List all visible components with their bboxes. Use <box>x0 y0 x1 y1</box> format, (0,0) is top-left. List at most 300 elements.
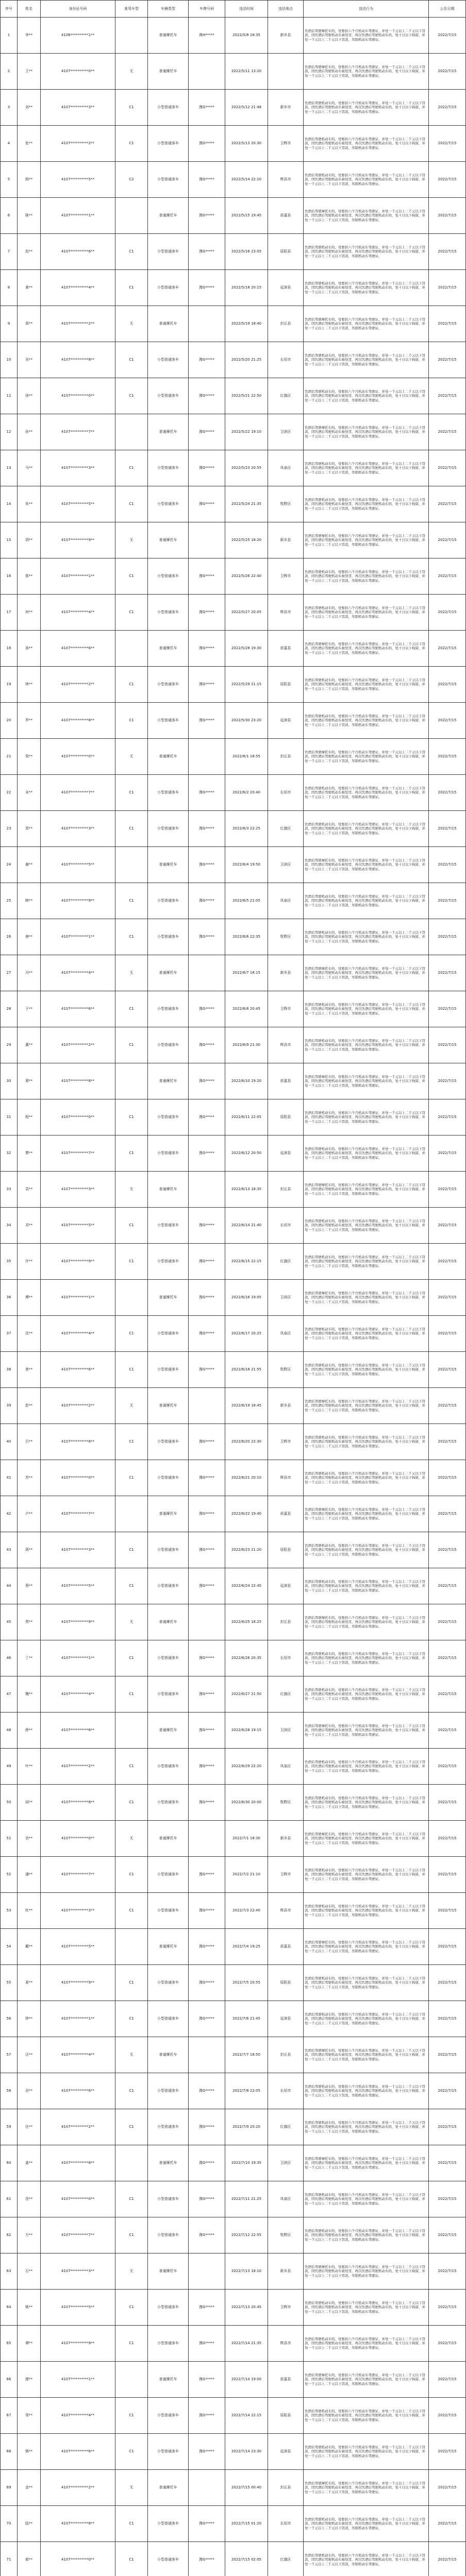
cell-violation: 饮酒后驾驶摩托车的，处暂扣六个月机动车驾驶证，并处一千元以上二千元以下罚款，因饮酒后驾驶机动车被处罚，再次饮酒后驾驶机动车的，处十日以下拘留，并处一千元以上二千元以下罚款，吊销机动车驾驶证。 <box>304 522 429 558</box>
cell-time: 2022/5/21 22:50 <box>225 378 268 414</box>
cell-no: 70 <box>1 2506 18 2542</box>
cell-time: 2022/6/11 22:05 <box>225 1099 268 1136</box>
cell-date: 2022/7/15 <box>429 18 466 54</box>
cell-no: 8 <box>1 270 18 306</box>
cell-plate: 豫G***** <box>189 2109 225 2145</box>
cell-plate: 豫G***** <box>189 90 225 126</box>
cell-date: 2022/7/15 <box>429 126 466 162</box>
cell-plate: 豫G***** <box>189 1785 225 1821</box>
cell-plate: 豫G***** <box>189 1532 225 1568</box>
table-row <box>1 1208 466 1244</box>
cell-plate: 豫G***** <box>189 2073 225 2109</box>
cell-license-class: 无 <box>115 2253 148 2290</box>
table-row <box>1 2217 466 2253</box>
cell-violation: 饮酒后驾驶机动车的，处暂扣六个月机动车驾驶证，并处一千元以上二千元以下罚款，因饮酒后驾驶机动车被处罚，再次饮酒后驾驶机动车的，处十日以下拘留，并处一千元以上二千元以下罚款，吊销机动车驾驶证。 <box>304 2506 429 2542</box>
cell-name: 姚** <box>18 2290 41 2326</box>
cell-vehicle-type: 普通摩托车 <box>148 2253 189 2290</box>
cell-date: 2022/7/15 <box>429 1316 466 1352</box>
cell-time: 2022/7/15 02:05 <box>225 2542 268 2576</box>
cell-name: 阎** <box>18 1785 41 1821</box>
cell-vehicle-type: 小型普通客车 <box>148 595 189 631</box>
cell-license-class: C1 <box>115 558 148 595</box>
cell-id: 4107**********6** <box>41 631 115 667</box>
cell-name: 薛** <box>18 1713 41 1749</box>
cell-id: 4107**********2** <box>41 1027 115 1063</box>
cell-vehicle-type: 小型普通客车 <box>148 162 189 198</box>
cell-license-class: 无 <box>115 955 148 991</box>
cell-plate <box>189 1604 225 1640</box>
table-row <box>1 342 466 378</box>
cell-license-class: C1 <box>115 2073 148 2109</box>
cell-location: 长垣市 <box>268 342 304 378</box>
cell-plate <box>189 2470 225 2506</box>
cell-vehicle-type: 小型普通客车 <box>148 1893 189 1929</box>
cell-id: 4107**********5** <box>41 1929 115 1965</box>
cell-time: 2022/7/3 22:40 <box>225 1893 268 1929</box>
cell-id: 4107**********0** <box>41 54 115 90</box>
cell-date: 2022/7/15 <box>429 2217 466 2253</box>
cell-time: 2022/7/9 20:20 <box>225 2109 268 2145</box>
cell-id: 4107**********9** <box>41 1604 115 1640</box>
cell-vehicle-type: 小型普通客车 <box>148 2073 189 2109</box>
table-row <box>1 1749 466 1785</box>
cell-license-class <box>115 198 148 234</box>
cell-violation: 饮酒后驾驶机动车的，处暂扣六个月机动车驾驶证，并处一千元以上二千元以下罚款，因饮酒后驾驶机动车被处罚，再次饮酒后驾驶机动车的，处十日以下拘留，并处一千元以上二千元以下罚款，吊销机动车驾驶证。 <box>304 2181 429 2217</box>
cell-date: 2022/7/15 <box>429 522 466 558</box>
cell-time: 2022/6/20 22:30 <box>225 1424 268 1460</box>
cell-violation: 饮酒后驾驶机动车的，处暂扣六个月机动车驾驶证，并处一千元以上二千元以下罚款，因饮酒后驾驶机动车被处罚，再次饮酒后驾驶机动车的，处十日以下拘留，并处一千元以上二千元以下罚款，吊销机动车驾驶证。 <box>304 1208 429 1244</box>
cell-location: 凤泉区 <box>268 2181 304 2217</box>
cell-vehicle-type: 普通摩托车 <box>148 1280 189 1316</box>
cell-date: 2022/7/15 <box>429 1099 466 1136</box>
cell-no: 27 <box>1 955 18 991</box>
cell-violation: 饮酒后驾驶摩托车的，处暂扣六个月机动车驾驶证，并处一千元以上二千元以下罚款，因饮酒后驾驶机动车被处罚，再次饮酒后驾驶机动车的，处十日以下拘留，并处一千元以上二千元以下罚款，吊销机动车驾驶证。 <box>304 1280 429 1316</box>
cell-license-class: C1 <box>115 1893 148 1929</box>
cell-no: 68 <box>1 2434 18 2470</box>
table-row <box>1 1063 466 1099</box>
cell-license-class: C1 <box>115 1099 148 1136</box>
cell-no: 23 <box>1 811 18 847</box>
cell-license-class: C1 <box>115 126 148 162</box>
cell-violation: 饮酒后驾驶机动车的，处暂扣六个月机动车驾驶证，并处一千元以上二千元以下罚款，因饮酒后驾驶机动车被处罚，再次饮酒后驾驶机动车的，处十日以下拘留，并处一千元以上二千元以下罚款，吊销机动车驾驶证。 <box>304 2109 429 2145</box>
cell-license-class: C1 <box>115 234 148 270</box>
cell-vehicle-type: 普通摩托车 <box>148 631 189 667</box>
cell-name: 戴** <box>18 1929 41 1965</box>
cell-id: 4107**********6** <box>41 2073 115 2109</box>
cell-license-class: C1 <box>115 1640 148 1676</box>
cell-plate: 豫G***** <box>189 1749 225 1785</box>
cell-no: 37 <box>1 1316 18 1352</box>
cell-no: 10 <box>1 342 18 378</box>
cell-location: 卫滨区 <box>268 1713 304 1749</box>
cell-id: 4107**********3** <box>41 450 115 486</box>
cell-date: 2022/7/15 <box>429 919 466 955</box>
cell-no: 25 <box>1 883 18 919</box>
cell-id: 4107**********2** <box>41 667 115 703</box>
cell-time: 2022/7/10 19:35 <box>225 2145 268 2181</box>
cell-name: 傅** <box>18 1280 41 1316</box>
cell-location: 获嘉县 <box>268 1929 304 1965</box>
cell-name: 石** <box>18 2253 41 2290</box>
cell-vehicle-type: 小型普通客车 <box>148 1424 189 1460</box>
table-row <box>1 2542 466 2576</box>
cell-id: 4107**********0** <box>41 739 115 775</box>
cell-name: 任** <box>18 2109 41 2145</box>
header-time: 违法时间 <box>225 1 268 18</box>
cell-violation: 饮酒后驾驶摩托车的，处暂扣六个月机动车驾驶证，并处一千元以上二千元以下罚款，因饮酒后驾驶机动车被处罚，再次饮酒后驾驶机动车的，处十日以下拘留，并处一千元以上二千元以下罚款，吊销机动车驾驶证。 <box>304 1604 429 1640</box>
cell-vehicle-type: 普通摩托车 <box>148 54 189 90</box>
cell-location: 延津县 <box>268 1136 304 1172</box>
cell-license-class: C1 <box>115 2434 148 2470</box>
cell-time: 2022/7/14 22:15 <box>225 2398 268 2434</box>
cell-no: 24 <box>1 847 18 883</box>
cell-plate: 豫G***** <box>189 1063 225 1099</box>
cell-time: 2022/5/8 16:35 <box>225 18 268 54</box>
cell-date: 2022/7/15 <box>429 486 466 522</box>
table-row <box>1 1027 466 1063</box>
cell-violation: 饮酒后驾驶摩托车的，处暂扣六个月机动车驾驶证，并处一千元以上二千元以下罚款，因饮酒后驾驶机动车被处罚，再次饮酒后驾驶机动车的，处十日以下拘留，并处一千元以上二千元以下罚款，吊销机动车驾驶证。 <box>304 414 429 450</box>
cell-plate: 豫G***** <box>189 847 225 883</box>
cell-date: 2022/7/15 <box>429 2037 466 2073</box>
cell-time: 2022/6/15 22:15 <box>225 1244 268 1280</box>
cell-vehicle-type: 小型普通客车 <box>148 1027 189 1063</box>
cell-license-class: C1 <box>115 883 148 919</box>
cell-vehicle-type: 小型普通客车 <box>148 1460 189 1496</box>
cell-id: 4107**********1** <box>41 1280 115 1316</box>
table-row <box>1 2037 466 2073</box>
cell-no: 44 <box>1 1568 18 1604</box>
cell-location: 原阳县 <box>268 234 304 270</box>
cell-location: 延津县 <box>268 2434 304 2470</box>
cell-license-class <box>115 847 148 883</box>
cell-no: 54 <box>1 1929 18 1965</box>
cell-id: 4107**********1** <box>41 2362 115 2398</box>
cell-vehicle-type: 普通摩托车 <box>148 1929 189 1965</box>
cell-no: 2 <box>1 54 18 90</box>
cell-vehicle-type: 小型普通客车 <box>148 1316 189 1352</box>
cell-vehicle-type: 小型普通客车 <box>148 1136 189 1172</box>
cell-location: 红旗区 <box>268 811 304 847</box>
cell-date: 2022/7/15 <box>429 2109 466 2145</box>
cell-vehicle-type: 小型普通客车 <box>148 1208 189 1244</box>
cell-plate: 豫G***** <box>189 1568 225 1604</box>
cell-plate: 豫G***** <box>189 198 225 234</box>
cell-vehicle-type: 普通摩托车 <box>148 198 189 234</box>
table-row <box>1 595 466 631</box>
cell-license-class <box>115 18 148 54</box>
table-row <box>1 1893 466 1929</box>
cell-no: 64 <box>1 2290 18 2326</box>
cell-plate: 豫G***** <box>189 450 225 486</box>
cell-name: 林** <box>18 667 41 703</box>
cell-date: 2022/7/15 <box>429 703 466 739</box>
table-row <box>1 1821 466 1857</box>
cell-license-class: C1 <box>115 595 148 631</box>
cell-vehicle-type: 小型普通客车 <box>148 2398 189 2434</box>
cell-date: 2022/7/15 <box>429 1821 466 1857</box>
cell-location: 延津县 <box>268 1568 304 1604</box>
cell-id: 4107**********8** <box>41 2145 115 2181</box>
cell-plate <box>189 739 225 775</box>
cell-violation: 饮酒后驾驶摩托车的，处暂扣六个月机动车驾驶证，并处一千元以上二千元以下罚款，因饮酒后驾驶机动车被处罚，再次饮酒后驾驶机动车的，处十日以下拘留，并处一千元以上二千元以下罚款，吊销机动车驾驶证。 <box>304 955 429 991</box>
table-row <box>1 2506 466 2542</box>
cell-date: 2022/7/15 <box>429 2398 466 2434</box>
cell-violation: 饮酒后驾驶机动车的，处暂扣六个月机动车驾驶证，并处一千元以上二千元以下罚款，因饮酒后驾驶机动车被处罚，再次饮酒后驾驶机动车的，处十日以下拘留，并处一千元以上二千元以下罚款，吊销机动车驾驶证。 <box>304 1676 429 1713</box>
cell-time: 2022/6/19 18:45 <box>225 1388 268 1424</box>
cell-license-class: C1 <box>115 2001 148 2037</box>
cell-time: 2022/5/24 21:35 <box>225 486 268 522</box>
table-row <box>1 270 466 306</box>
cell-date: 2022/7/15 <box>429 1424 466 1460</box>
cell-no: 35 <box>1 1244 18 1280</box>
cell-time: 2022/5/18 20:15 <box>225 270 268 306</box>
cell-license-class: C1 <box>115 342 148 378</box>
cell-id: 4107**********5** <box>41 847 115 883</box>
cell-vehicle-type: 普通摩托车 <box>148 955 189 991</box>
cell-id: 4107**********5** <box>41 2290 115 2326</box>
table-row <box>1 2145 466 2181</box>
cell-plate: 豫G***** <box>189 1316 225 1352</box>
cell-time: 2022/5/26 22:40 <box>225 558 268 595</box>
cell-location: 获嘉县 <box>268 198 304 234</box>
cell-time: 2022/5/19 18:40 <box>225 306 268 342</box>
cell-id: 4107**********1** <box>41 919 115 955</box>
cell-license-class: C1 <box>115 703 148 739</box>
cell-id: 4107**********9** <box>41 883 115 919</box>
cell-name: 徐** <box>18 378 41 414</box>
cell-time: 2022/6/30 20:00 <box>225 1785 268 1821</box>
cell-name: 刘** <box>18 90 41 126</box>
cell-license-class: C1 <box>115 1568 148 1604</box>
cell-id: 4107**********6** <box>41 991 115 1027</box>
cell-violation: 饮酒后驾驶机动车的，处暂扣六个月机动车驾驶证，并处一千元以上二千元以下罚款，因饮酒后驾驶机动车被处罚，再次饮酒后驾驶机动车的，处十日以下拘留，并处一千元以上二千元以下罚款，吊销机动车驾驶证。 <box>304 450 429 486</box>
cell-date: 2022/7/15 <box>429 2362 466 2398</box>
cell-no: 60 <box>1 2145 18 2181</box>
table-row <box>1 2398 466 2434</box>
cell-location: 长垣市 <box>268 2506 304 2542</box>
cell-vehicle-type: 小型普通客车 <box>148 234 189 270</box>
header-location: 违法地点 <box>268 1 304 18</box>
cell-plate: 豫G***** <box>189 2001 225 2037</box>
cell-time: 2022/7/13 20:45 <box>225 2290 268 2326</box>
cell-no: 5 <box>1 162 18 198</box>
cell-time: 2022/5/16 23:05 <box>225 234 268 270</box>
cell-date: 2022/7/15 <box>429 2506 466 2542</box>
cell-name: 潘** <box>18 1857 41 1893</box>
cell-no: 36 <box>1 1280 18 1316</box>
cell-date: 2022/7/15 <box>429 2145 466 2181</box>
cell-date: 2022/7/15 <box>429 1532 466 1568</box>
cell-violation: 饮酒后驾驶机动车的，处暂扣六个月机动车驾驶证，并处一千元以上二千元以下罚款，因饮酒后驾驶机动车被处罚，再次饮酒后驾驶机动车的，处十日以下拘留，并处一千元以上二千元以下罚款，吊销机动车驾驶证。 <box>304 595 429 631</box>
cell-time: 2022/5/29 21:15 <box>225 667 268 703</box>
cell-time: 2022/6/2 20:40 <box>225 775 268 811</box>
cell-id: 4107**********3** <box>41 1532 115 1568</box>
cell-location: 封丘县 <box>268 2037 304 2073</box>
cell-date: 2022/7/15 <box>429 2290 466 2326</box>
cell-location: 红旗区 <box>268 1244 304 1280</box>
cell-no: 42 <box>1 1496 18 1532</box>
table-row <box>1 775 466 811</box>
cell-vehicle-type: 小型普通客车 <box>148 1352 189 1388</box>
cell-time: 2022/6/25 18:25 <box>225 1604 268 1640</box>
cell-location: 牧野区 <box>268 486 304 522</box>
cell-id: 4107**********6** <box>41 1713 115 1749</box>
cell-license-class <box>115 1496 148 1532</box>
cell-no: 55 <box>1 1965 18 2001</box>
cell-violation: 饮酒后驾驶机动车的，处暂扣六个月机动车驾驶证，并处一千元以上二千元以下罚款，因饮酒后驾驶机动车被处罚，再次饮酒后驾驶机动车的，处十日以下拘留，并处一千元以上二千元以下罚款，吊销机动车驾驶证。 <box>304 1027 429 1063</box>
cell-violation: 饮酒后驾驶摩托车的，处暂扣六个月机动车驾驶证，并处一千元以上二千元以下罚款，因饮酒后驾驶机动车被处罚，再次饮酒后驾驶机动车的，处十日以下拘留，并处一千元以上二千元以下罚款，吊销机动车驾驶证。 <box>304 306 429 342</box>
cell-no: 22 <box>1 775 18 811</box>
cell-location: 长垣市 <box>268 2073 304 2109</box>
table-row <box>1 667 466 703</box>
cell-plate: 豫G***** <box>189 2181 225 2217</box>
cell-name: 熊** <box>18 2434 41 2470</box>
cell-location: 卫滨区 <box>268 414 304 450</box>
table-row <box>1 2253 466 2290</box>
cell-no: 21 <box>1 739 18 775</box>
cell-name: 杜** <box>18 1893 41 1929</box>
table-row <box>1 2109 466 2145</box>
cell-violation: 饮酒后驾驶机动车的，处暂扣六个月机动车驾驶证，并处一千元以上二千元以下罚款，因饮酒后驾驶机动车被处罚，再次饮酒后驾驶机动车的，处十日以下拘留，并处一千元以上二千元以下罚款，吊销机动车驾驶证。 <box>304 2290 429 2326</box>
cell-no: 66 <box>1 2362 18 2398</box>
cell-no: 57 <box>1 2037 18 2073</box>
cell-violation: 饮酒后驾驶机动车的，处暂扣六个月机动车驾驶证，并处一千元以上二千元以下罚款，因饮酒后驾驶机动车被处罚，再次饮酒后驾驶机动车的，处十日以下拘留，并处一千元以上二千元以下罚款，吊销机动车驾驶证。 <box>304 162 429 198</box>
cell-id: 4107**********3** <box>41 811 115 847</box>
cell-plate: 豫G***** <box>189 1965 225 2001</box>
cell-time: 2022/5/22 19:10 <box>225 414 268 450</box>
cell-name: 汪** <box>18 2037 41 2073</box>
cell-id: 4107**********0** <box>41 2542 115 2576</box>
cell-violation: 饮酒后驾驶摩托车的，处暂扣六个月机动车驾驶证，并处一千元以上二千元以下罚款，因饮酒后驾驶机动车被处罚，再次饮酒后驾驶机动车的，处十日以下拘留，并处一千元以上二千元以下罚款，吊销机动车驾驶证。 <box>304 1496 429 1532</box>
cell-violation: 饮酒后驾驶摩托车的，处暂扣六个月机动车驾驶证，并处一千元以上二千元以下罚款，因饮酒后驾驶机动车被处罚，再次饮酒后驾驶机动车的，处十日以下拘留，并处一千元以上二千元以下罚款，吊销机动车驾驶证。 <box>304 631 429 667</box>
cell-vehicle-type: 小型普通客车 <box>148 90 189 126</box>
cell-date: 2022/7/15 <box>429 1713 466 1749</box>
cell-license-class: C1 <box>115 1785 148 1821</box>
cell-date: 2022/7/15 <box>429 1929 466 1965</box>
cell-license-class: C1 <box>115 1136 148 1172</box>
cell-location: 获嘉县 <box>268 1496 304 1532</box>
cell-plate: 豫G***** <box>189 883 225 919</box>
cell-date: 2022/7/15 <box>429 2434 466 2470</box>
cell-vehicle-type: 普通摩托车 <box>148 522 189 558</box>
cell-no: 13 <box>1 450 18 486</box>
cell-name: 姜** <box>18 2145 41 2181</box>
cell-no: 6 <box>1 198 18 234</box>
cell-license-class: 无 <box>115 1388 148 1424</box>
table-row <box>1 1099 466 1136</box>
table-row <box>1 1244 466 1280</box>
cell-id: 4107**********0** <box>41 1460 115 1496</box>
cell-license-class: C1 <box>115 1352 148 1388</box>
table-row <box>1 1532 466 1568</box>
cell-violation: 饮酒后驾驶摩托车的，处暂扣六个月机动车驾驶证，并处一千元以上二千元以下罚款，因饮酒后驾驶机动车被处罚，再次饮酒后驾驶机动车的，处十日以下拘留，并处一千元以上二千元以下罚款，吊销机动车驾驶证。 <box>304 18 429 54</box>
cell-date: 2022/7/15 <box>429 54 466 90</box>
cell-violation: 饮酒后驾驶机动车的，处暂扣六个月机动车驾驶证，并处一千元以上二千元以下罚款，因饮酒后驾驶机动车被处罚，再次饮酒后驾驶机动车的，处十日以下拘留，并处一千元以上二千元以下罚款，吊销机动车驾驶证。 <box>304 1099 429 1136</box>
cell-plate: 豫G***** <box>189 631 225 667</box>
table-row <box>1 1785 466 1821</box>
cell-no: 56 <box>1 2001 18 2037</box>
table-row <box>1 1604 466 1640</box>
cell-violation: 饮酒后驾驶机动车的，处暂扣六个月机动车驾驶证，并处一千元以上二千元以下罚款，因饮酒后驾驶机动车被处罚，再次饮酒后驾驶机动车的，处十日以下拘留，并处一千元以上二千元以下罚款，吊销机动车驾驶证。 <box>304 1893 429 1929</box>
cell-license-class: C1 <box>115 450 148 486</box>
cell-vehicle-type: 小型普通客车 <box>148 270 189 306</box>
cell-plate <box>189 522 225 558</box>
cell-license-class: 无 <box>115 739 148 775</box>
cell-time: 2022/5/12 21:48 <box>225 90 268 126</box>
cell-id: 4107**********9** <box>41 2326 115 2362</box>
cell-violation: 饮酒后驾驶机动车的，处暂扣六个月机动车驾驶证，并处一千元以上二千元以下罚款，因饮酒后驾驶机动车被处罚，再次饮酒后驾驶机动车的，处十日以下拘留，并处一千元以上二千元以下罚款，吊销机动车驾驶证。 <box>304 2398 429 2434</box>
cell-license-class: C1 <box>115 1424 148 1460</box>
cell-location: 封丘县 <box>268 306 304 342</box>
cell-violation: 饮酒后驾驶机动车的，处暂扣六个月机动车驾驶证，并处一千元以上二千元以下罚款，因饮酒后驾驶机动车被处罚，再次饮酒后驾驶机动车的，处十日以下拘留，并处一千元以上二千元以下罚款，吊销机动车驾驶证。 <box>304 2001 429 2037</box>
cell-violation: 饮酒后驾驶摩托车的，处暂扣六个月机动车驾驶证，并处一千元以上二千元以下罚款，因饮酒后驾驶机动车被处罚，再次饮酒后驾驶机动车的，处十日以下拘留，并处一千元以上二千元以下罚款，吊销机动车驾驶证。 <box>304 2362 429 2398</box>
cell-license-class <box>115 1929 148 1965</box>
cell-time: 2022/6/16 19:05 <box>225 1280 268 1316</box>
cell-time: 2022/6/10 19:20 <box>225 1063 268 1099</box>
cell-plate: 豫G***** <box>189 1713 225 1749</box>
table-row <box>1 919 466 955</box>
cell-id: 4107**********8** <box>41 1785 115 1821</box>
cell-no: 50 <box>1 1785 18 1821</box>
cell-vehicle-type: 小型普通客车 <box>148 126 189 162</box>
cell-name: 蒋** <box>18 1532 41 1568</box>
cell-license-class: C1 <box>115 2542 148 2576</box>
cell-no: 33 <box>1 1172 18 1208</box>
cell-time: 2022/7/14 23:30 <box>225 2434 268 2470</box>
cell-id: 4107**********9** <box>41 1965 115 2001</box>
cell-location: 辉县市 <box>268 1027 304 1063</box>
cell-date: 2022/7/15 <box>429 1893 466 1929</box>
cell-plate: 豫G***** <box>189 378 225 414</box>
cell-violation: 饮酒后驾驶机动车的，处暂扣六个月机动车驾驶证，并处一千元以上二千元以下罚款，因饮酒后驾驶机动车被处罚，再次饮酒后驾驶机动车的，处十日以下拘留，并处一千元以上二千元以下罚款，吊销机动车驾驶证。 <box>304 486 429 522</box>
cell-id: 4107**********6** <box>41 234 115 270</box>
cell-date: 2022/7/15 <box>429 198 466 234</box>
cell-no: 7 <box>1 234 18 270</box>
table-row <box>1 1316 466 1352</box>
cell-plate: 豫G***** <box>189 991 225 1027</box>
cell-no: 30 <box>1 1063 18 1099</box>
cell-date: 2022/7/15 <box>429 2181 466 2217</box>
cell-date: 2022/7/15 <box>429 1063 466 1099</box>
cell-location: 牧野区 <box>268 1785 304 1821</box>
cell-date: 2022/7/15 <box>429 1785 466 1821</box>
cell-location: 获嘉县 <box>268 631 304 667</box>
cell-id: 4107**********7** <box>41 1496 115 1532</box>
cell-name: 谢** <box>18 847 41 883</box>
cell-no: 16 <box>1 558 18 595</box>
cell-id: 4107**********2** <box>41 1749 115 1785</box>
cell-no: 48 <box>1 1713 18 1749</box>
cell-time: 2022/5/20 21:25 <box>225 342 268 378</box>
cell-location: 原阳县 <box>268 667 304 703</box>
cell-plate: 豫G***** <box>189 1929 225 1965</box>
cell-plate: 豫G***** <box>189 1280 225 1316</box>
cell-name: 于** <box>18 991 41 1027</box>
table-row <box>1 162 466 198</box>
cell-name: 曹** <box>18 1136 41 1172</box>
cell-time: 2022/5/27 20:05 <box>225 595 268 631</box>
cell-violation: 饮酒后驾驶摩托车的，处暂扣六个月机动车驾驶证，并处一千元以上二千元以下罚款，因饮酒后驾驶机动车被处罚，再次饮酒后驾驶机动车的，处十日以下拘留，并处一千元以上二千元以下罚款，吊销机动车驾驶证。 <box>304 1063 429 1099</box>
cell-id: 4107**********5** <box>41 1208 115 1244</box>
cell-vehicle-type: 小型普通客车 <box>148 1676 189 1713</box>
cell-no: 1 <box>1 18 18 54</box>
table-row <box>1 126 466 162</box>
cell-vehicle-type: 普通摩托车 <box>148 2145 189 2181</box>
cell-vehicle-type: 小型普通客车 <box>148 1099 189 1136</box>
cell-time: 2022/7/11 21:25 <box>225 2181 268 2217</box>
cell-date: 2022/7/15 <box>429 1027 466 1063</box>
cell-plate <box>189 1172 225 1208</box>
